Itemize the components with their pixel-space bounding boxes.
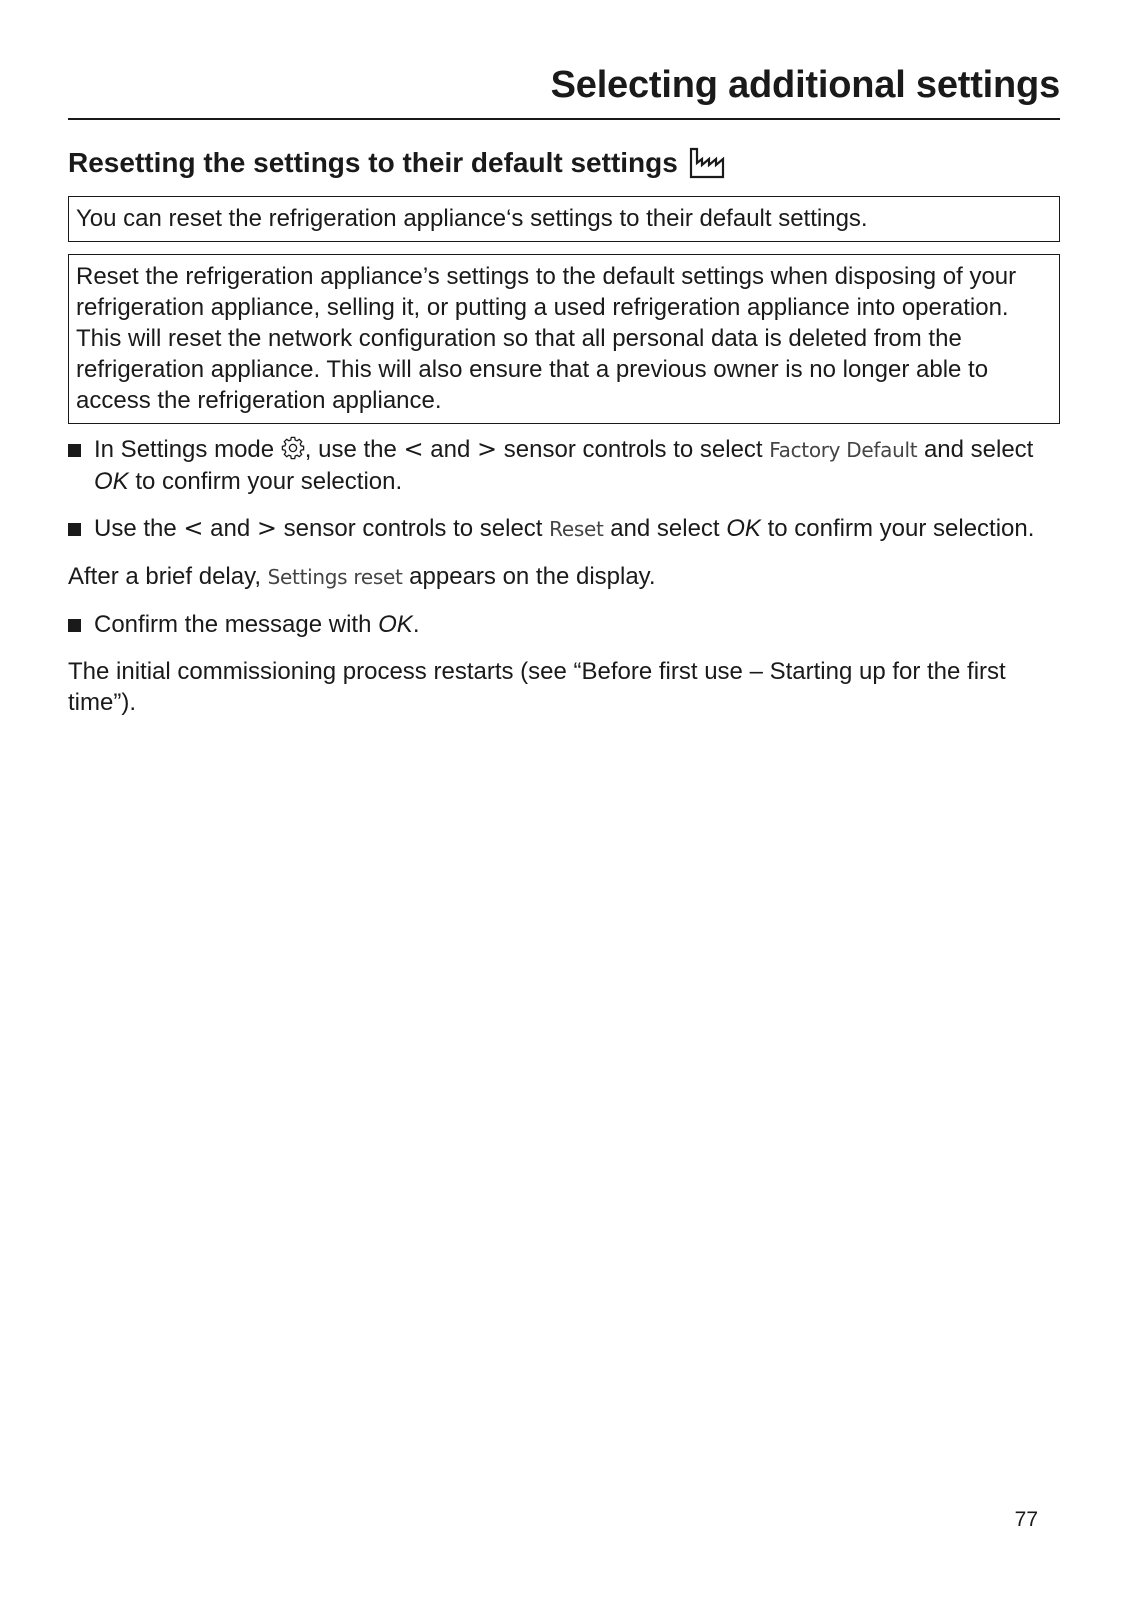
step3-text-2: . [412, 611, 420, 638]
ok-label: OK [726, 515, 761, 542]
display-value-factory-default: Factory Default [769, 438, 918, 462]
instruction-step-reset [68, 513, 1060, 545]
step1-text-5: to confirm your selection. [135, 468, 403, 495]
page-number: 77 [1014, 1508, 1038, 1531]
warning-note-box [68, 254, 1060, 424]
intro-note-box [68, 196, 1060, 242]
left-arrow-icon: < [183, 514, 204, 542]
step2-and: and [210, 515, 251, 542]
bullet-square-icon [68, 523, 81, 536]
step1-text-3: sensor controls to select [503, 436, 763, 463]
step3-text-1: Confirm the message with [94, 611, 372, 638]
step1-and: and [430, 436, 471, 463]
step1-text-2: , use the [304, 436, 397, 463]
left-arrow-icon: < [403, 435, 424, 463]
right-arrow-icon: > [477, 435, 498, 463]
display-value-reset: Reset [549, 517, 604, 541]
step1-text-1: In Settings mode [94, 436, 275, 463]
closing-paragraph [68, 656, 1060, 718]
result-paragraph [68, 561, 1060, 593]
instruction-step-confirm [68, 609, 1060, 640]
step1-text-4: and select [923, 436, 1034, 463]
step2-text-4: to confirm your selection. [767, 515, 1035, 542]
warning-note-text: Reset the refrigeration appliance’s settings to the default settings when disposing of your refrigeration appliance, selling it, or putting a used refrigeration appliance into operation. This will reset the network configuration so that all personal data is deleted from the refrigeration appliance. This will also ensure that a previous owner is no longer able to access the refrigeration appliance. [76, 263, 1017, 414]
heading-text: Resetting the settings to their default settings [68, 147, 678, 178]
after-delay-text-2: appears on the display. [409, 563, 656, 590]
manual-page [68, 0, 1060, 1600]
step2-text-2: sensor controls to select [283, 515, 543, 542]
intro-note-text: You can reset the refrigeration appliance‘s settings to their default settings. [76, 205, 868, 232]
ok-label: OK [94, 468, 129, 495]
step2-text-1: Use the [94, 515, 177, 542]
gear-icon [281, 436, 305, 460]
right-arrow-icon: > [256, 514, 277, 542]
step2-text-3: and select [610, 515, 720, 542]
ok-label: OK [378, 611, 413, 638]
bullet-square-icon [68, 619, 81, 632]
after-delay-text-1: After a brief delay, [68, 563, 261, 590]
instructions [68, 434, 1060, 734]
section-title: Selecting additional settings [550, 64, 1060, 106]
title-divider [68, 118, 1060, 120]
display-value-settings-reset: Settings reset [267, 565, 403, 589]
instruction-step-factory-default [68, 434, 1060, 497]
factory-icon [688, 146, 726, 180]
bullet-square-icon [68, 444, 81, 457]
closing-text: The initial commissioning process restarts (see “Before first use – Starting up for the first time”). [68, 658, 1006, 716]
page-heading [68, 146, 726, 180]
